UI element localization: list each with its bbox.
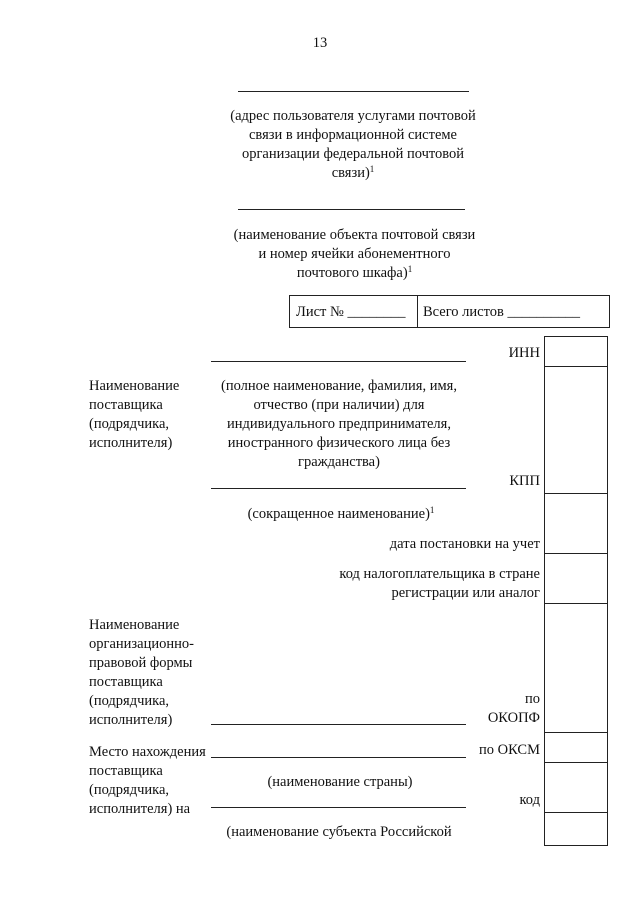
sheet-box-divider <box>417 295 418 328</box>
object-name-caption-text: (наименование объекта почтовой связи и номер ячейки абонементного почтового шкафа) <box>233 227 476 281</box>
okopf-field[interactable] <box>544 732 608 763</box>
supplier-full-name-caption: (полное наименование, фамилия, имя, отчество (при наличии) для индивидуального предпринимателя, иностранного физического лица без гражданства) <box>221 378 457 470</box>
short-name-caption-text: (сокращенное наименование) <box>247 506 430 522</box>
country-line <box>211 757 466 758</box>
subject-caption: (наименование субъекта Российской <box>226 824 452 840</box>
oksm-field[interactable] <box>544 762 608 813</box>
code-field[interactable] <box>544 812 608 846</box>
taxpayer-code-field[interactable] <box>544 603 608 733</box>
footnote-mark: 1 <box>429 505 435 515</box>
supplier-short-name-caption <box>210 505 472 524</box>
supplier-short-name-line <box>211 488 466 489</box>
registration-date-field[interactable] <box>544 553 608 604</box>
country-caption: (наименование страны) <box>267 774 413 790</box>
sheet-number-label: Лист № ________ <box>296 304 406 320</box>
location-label: Место нахождения поставщика (подрядчика, исполнителя) на <box>89 744 206 817</box>
registration-date-label: дата постановки на учет <box>389 536 540 552</box>
total-sheets-label: Всего листов __________ <box>423 304 580 320</box>
inn-field-extension <box>544 366 608 494</box>
inn-label: ИНН <box>508 345 540 361</box>
legal-form-label: Наименование организационно-правовой формы поставщика (подрядчика, исполнителя) <box>89 617 194 728</box>
oksm-label: по ОКСМ <box>479 742 540 758</box>
kpp-label: КПП <box>509 473 540 489</box>
footnote-mark: 1 <box>407 264 413 274</box>
user-address-caption <box>228 107 478 183</box>
inn-field[interactable] <box>544 336 608 367</box>
footnote-mark: 1 <box>369 164 375 174</box>
object-name-caption <box>232 226 477 283</box>
object-name-line <box>238 209 465 210</box>
supplier-label: Наименование поставщика (подрядчика, исполнителя) <box>89 378 180 451</box>
kpp-field[interactable] <box>544 493 608 554</box>
page-number: 13 <box>312 35 328 51</box>
subject-line <box>211 807 466 808</box>
supplier-full-name-line <box>211 361 466 362</box>
okopf-label: по ОКОПФ <box>487 691 540 726</box>
legal-form-line <box>211 724 466 725</box>
user-address-caption-text: (адрес пользователя услугами почтовой связи в информационной системе организации федеральной почтовой связи) <box>230 108 476 181</box>
user-address-line <box>238 91 469 92</box>
taxpayer-code-label: код налогоплательщика в стране регистрации или аналог <box>339 566 540 601</box>
code-label: код <box>519 792 540 808</box>
